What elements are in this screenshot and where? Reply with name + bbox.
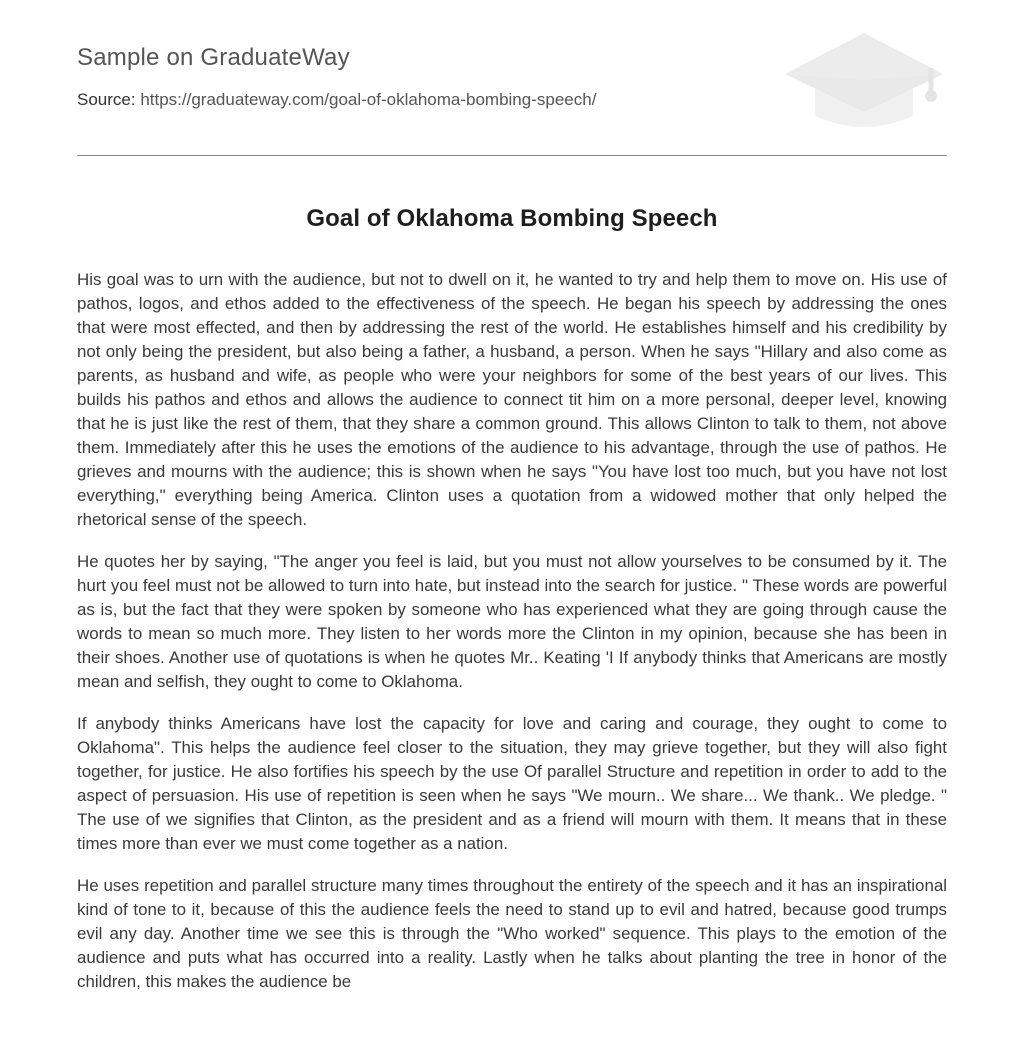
source-line	[77, 90, 596, 110]
site-title: Sample on GraduateWay	[77, 44, 350, 71]
paragraph: He quotes her by saying, "The anger you feel is laid, but you must not allow yourselves to be consumed by it. The hurt you feel must not be allowed to turn into hate, but instead into the search for justice. " These words are powerful as is, but the fact that they were spoken by someone who has experienced what they are going through cause the words to mean so much more. They listen to her words more the Clinton in my opinion, because she has been in their shoes. Another use of quotations is when he quotes Mr.. Keating 'I If anybody thinks that Americans are mostly mean and selfish, they ought to come to Oklahoma.	[77, 552, 947, 691]
paragraph: His goal was to urn with the audience, but not to dwell on it, he wanted to try and help them to move on. His use of pathos, logos, and ethos added to the effectiveness of the speech. He began his speech by addressing the ones that were most effected, and then by addressing the rest of the world. He establishes himself and his credibility by not only being the president, but also being a father, a husband, a person. When he says "Hillary and also come as parents, as husband and wife, as people who were your neighbors for some of the best years of our lives. This builds his pathos and ethos and allows the audience to connect tit him on a more personal, deeper level, knowing that he is just like the rest of them, that they share a common ground. This allows Clinton to talk to them, not above them. Immediately after this he uses the emotions of the audience to his advantage, through the use of pathos. He grieves and mourns with the audience; this is shown when he says "You have lost too much, but you have not lost everything," everything being America. Clinton uses a quotation from a widowed mother that only helped the rhetorical sense of the speech.	[77, 270, 947, 529]
paragraph: If anybody thinks Americans have lost the capacity for love and caring and courage, they ought to come to Oklahoma". This helps the audience feel closer to the situation, they may grieve together, but they will also fight together, for justice. He also fortifies his speech by the use Of parallel Structure and repetition in order to add to the aspect of persuasion. His use of repetition is seen when he says "We mourn.. We share... We thank.. We pledge. " The use of we signifies that Clinton, as the president and as a friend will mourn with them. It means that in these times more than ever we must come together as a nation.	[77, 714, 947, 853]
graduation-cap-icon	[781, 30, 947, 134]
source-link[interactable]: https://graduateway.com/goal-of-oklahoma-bombing-speech/	[140, 90, 597, 109]
article-body	[77, 268, 947, 1012]
document-title: Goal of Oklahoma Bombing Speech	[306, 205, 718, 232]
paragraph: He uses repetition and parallel structure many times throughout the entirety of the speech and it has an inspirational kind of tone to it, because of this the audience feels the need to stand up to evil and hatred, because good trumps evil any day. Another time we see this is through the "Who worked" sequence. This plays to the emotion of the audience and puts what has occurred into a reality. Lastly when he talks about planting the tree in honor of the children, this makes the audience be	[77, 876, 947, 991]
header-divider	[77, 155, 947, 156]
page-header	[77, 0, 947, 156]
source-label: Source:	[77, 90, 136, 109]
